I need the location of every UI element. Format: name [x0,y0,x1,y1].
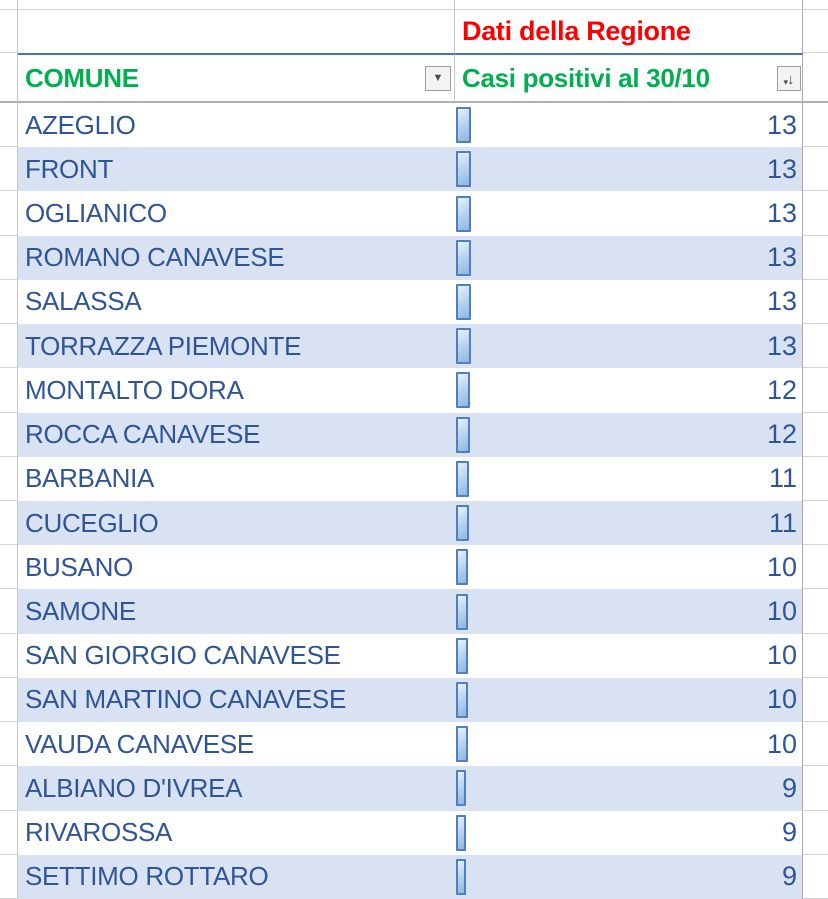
casi-value: 13 [766,198,797,229]
grid-gutter-right [803,191,828,235]
table-row [0,280,828,324]
conditional-format-data-bar [456,107,471,143]
grid-gutter-right [803,53,828,103]
grid-gutter-right [803,501,828,545]
empty-cell[interactable] [455,0,803,10]
table-body [0,103,828,899]
region-title-row [0,10,828,53]
grid-gutter-left [0,634,18,678]
casi-value: 13 [766,330,797,361]
comune-name: SALASSA [25,286,142,317]
grid-gutter-right [803,368,828,412]
grid-gutter-right [803,545,828,589]
grid-gutter-left [0,147,18,191]
table-row [0,722,828,766]
grid-gutter-right [803,811,828,855]
table-row [0,236,828,280]
grid-gutter-right [803,855,828,899]
table-row [0,855,828,899]
conditional-format-data-bar [456,726,468,762]
comune-name: ROMANO CANAVESE [25,242,285,273]
comune-name: SAMONE [25,596,136,627]
grid-gutter-right [803,457,828,501]
grid-gutter-left [0,413,18,457]
comune-column-label: COMUNE [25,62,139,93]
empty-cell[interactable] [18,0,455,10]
comune-cell[interactable] [18,589,455,633]
conditional-format-data-bar [456,372,470,408]
conditional-format-data-bar [456,461,469,497]
conditional-format-data-bar [456,815,466,851]
comune-name: CUCEGLIO [25,507,159,538]
comune-cell[interactable] [18,722,455,766]
casi-cell[interactable] [455,103,803,147]
casi-value: 13 [766,242,797,273]
grid-gutter-left [0,191,18,235]
conditional-format-data-bar [456,240,471,276]
comune-name: VAUDA CANAVESE [25,728,254,759]
grid-gutter-right [803,10,828,53]
casi-cell[interactable] [455,545,803,589]
filter-dropdown-icon: ▾ [783,76,789,87]
grid-gutter-left [0,324,18,368]
conditional-format-data-bar [456,505,469,541]
casi-value: 13 [766,109,797,140]
grid-gutter-right [803,324,828,368]
table-header-row [0,53,828,103]
casi-value: 9 [781,817,797,848]
table-row [0,147,828,191]
comune-cell[interactable] [18,147,455,191]
casi-cell[interactable] [455,678,803,722]
grid-gutter-left [0,678,18,722]
casi-column-label: Casi positivi al 30/10 [462,62,710,93]
table-row [0,766,828,810]
comune-name: MONTALTO DORA [25,374,244,405]
grid-gutter-right [803,766,828,810]
casi-cell[interactable] [455,722,803,766]
comune-name: ROCCA CANAVESE [25,419,261,450]
casi-cell[interactable] [455,191,803,235]
casi-cell[interactable] [455,457,803,501]
comune-cell[interactable] [18,368,455,412]
comune-name: RIVAROSSA [25,817,173,848]
grid-gutter-right [803,147,828,191]
filter-dropdown-icon: ▼ [432,71,444,84]
table-row [0,368,828,412]
conditional-format-data-bar [456,151,471,187]
casi-value: 12 [766,374,797,405]
table-row [0,324,828,368]
comune-cell[interactable] [18,103,455,147]
comune-name: AZEGLIO [25,109,136,140]
region-title: Dati della Regione [462,16,691,46]
filter-dropdown-button[interactable] [425,66,451,91]
grid-gutter-left [0,103,18,147]
comune-name: SETTIMO ROTTARO [25,861,269,892]
casi-cell[interactable] [455,236,803,280]
table-row [0,413,828,457]
casi-cell[interactable] [455,589,803,633]
casi-value: 9 [781,861,797,892]
casi-cell[interactable] [455,280,803,324]
conditional-format-data-bar [456,328,471,364]
comune-name: SAN MARTINO CANAVESE [25,684,346,715]
grid-gutter-right [803,0,828,10]
casi-value: 10 [766,640,797,671]
grid-gutter-left [0,53,18,103]
grid-gutter-left [0,457,18,501]
empty-cell[interactable] [18,10,455,53]
grid-gutter-right [803,678,828,722]
casi-cell[interactable] [455,147,803,191]
comune-cell[interactable] [18,236,455,280]
comune-cell[interactable] [18,678,455,722]
table-row [0,634,828,678]
table-row [0,501,828,545]
casi-cell[interactable] [455,368,803,412]
casi-cell[interactable] [455,324,803,368]
conditional-format-data-bar [456,770,466,806]
casi-value: 13 [766,153,797,184]
casi-cell[interactable] [455,413,803,457]
comune-cell[interactable] [18,501,455,545]
comune-name: SAN GIORGIO CANAVESE [25,640,341,671]
casi-value: 10 [766,596,797,627]
casi-value: 13 [766,286,797,317]
casi-value: 10 [766,728,797,759]
grid-gutter-right [803,236,828,280]
table-row [0,545,828,589]
conditional-format-data-bar [456,196,471,232]
comune-cell[interactable] [18,280,455,324]
comune-name: ALBIANO D'IVREA [25,772,243,803]
grid-gutter-left [0,10,18,53]
casi-value: 11 [768,507,797,538]
table-row [0,457,828,501]
sort-descending-icon: ↓ [787,71,795,88]
grid-gutter-left [0,501,18,545]
conditional-format-data-bar [456,284,471,320]
table-row [0,811,828,855]
grid-gutter-right [803,103,828,147]
comune-cell[interactable] [18,766,455,810]
grid-gutter-left [0,0,18,10]
casi-cell[interactable] [455,634,803,678]
grid-gutter-right [803,589,828,633]
comune-cell[interactable] [18,811,455,855]
comune-cell[interactable] [18,855,455,899]
table-row [0,191,828,235]
casi-value: 12 [766,419,797,450]
comune-cell[interactable] [18,457,455,501]
grid-gutter-left [0,855,18,899]
grid-row-empty [0,0,828,10]
region-title-cell[interactable] [455,10,803,53]
casi-value: 11 [768,463,797,494]
casi-value: 9 [781,772,797,803]
casi-cell[interactable] [455,855,803,899]
comune-cell[interactable] [18,191,455,235]
comune-name: FRONT [25,153,114,184]
comune-name: OGLIANICO [25,198,167,229]
conditional-format-data-bar [456,417,470,453]
comune-cell[interactable] [18,324,455,368]
comune-name: BUSANO [25,551,134,582]
grid-gutter-left [0,589,18,633]
comune-cell[interactable] [18,413,455,457]
grid-gutter-left [0,722,18,766]
grid-gutter-left [0,280,18,324]
header-cell-casi[interactable] [455,53,803,103]
grid-gutter-left [0,811,18,855]
grid-gutter-left [0,368,18,412]
comune-name: BARBANIA [25,463,155,494]
conditional-format-data-bar [456,594,468,630]
table-row [0,103,828,147]
conditional-format-data-bar [456,638,468,674]
comune-cell[interactable] [18,545,455,589]
filter-sort-descending-button[interactable] [777,66,801,91]
comune-name: TORRAZZA PIEMONTE [25,330,302,361]
casi-cell[interactable] [455,766,803,810]
grid-gutter-right [803,280,828,324]
grid-gutter-right [803,634,828,678]
grid-gutter-left [0,766,18,810]
grid-gutter-left [0,236,18,280]
casi-value: 10 [766,684,797,715]
grid-gutter-right [803,413,828,457]
conditional-format-data-bar [456,682,468,718]
table-row [0,678,828,722]
casi-value: 10 [766,551,797,582]
grid-gutter-right [803,722,828,766]
comune-cell[interactable] [18,634,455,678]
conditional-format-data-bar [456,549,468,585]
casi-cell[interactable] [455,501,803,545]
conditional-format-data-bar [456,859,466,895]
casi-cell[interactable] [455,811,803,855]
table-row [0,589,828,633]
header-cell-comune[interactable] [18,53,455,103]
grid-gutter-left [0,545,18,589]
